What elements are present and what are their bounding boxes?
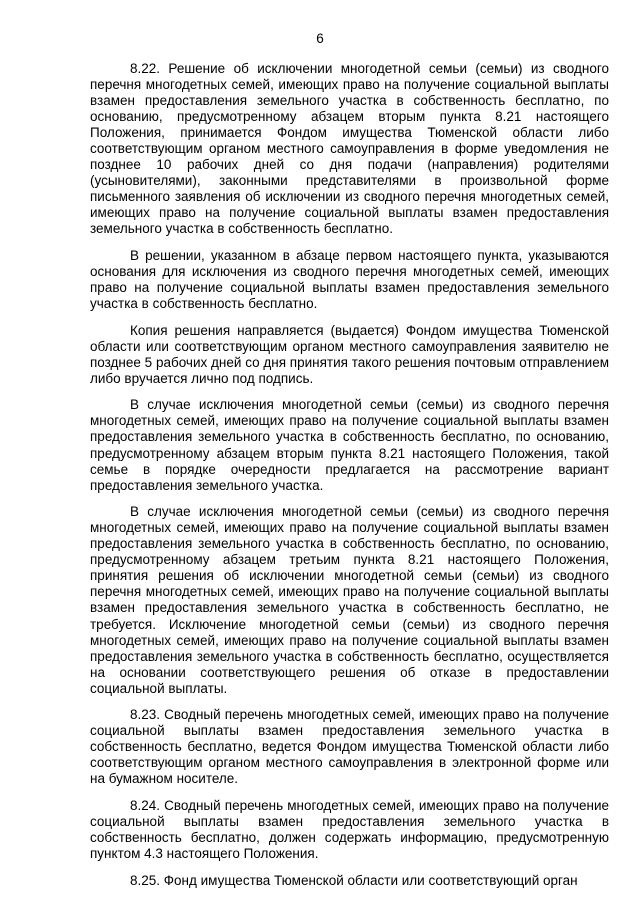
paragraph-decision-copy: Копия решения направляется (выдается) Фондом имущества Тюменской области или соответствующим органом местного самоуправления заявителю не позднее 5 рабочих дней со дня принятия такого решения почтовым отправлением либо вручается лично под подпись. (90, 322, 609, 386)
paragraph-8-25: 8.25. Фонд имущества Тюменской области или соответствующий орган (130, 872, 578, 888)
page-number: 6 (316, 31, 324, 46)
paragraph-8-24: 8.24. Сводный перечень многодетных семей, имеющих право на получение социальной выплаты взамен предоставления земельного участка в собственность бесплатно, должен содержать информацию, предусмотренную пунктом 4.3 настоящего Положения. (90, 797, 609, 862)
paragraph-8-22: 8.22. Решение об исключении многодетной семьи (семьи) из сводного перечня многодетных семей, имеющих право на получение социальной выплаты взамен предоставления земельного участка в собственность бесплатно, по основанию, предусмотренному абзацем вторым пункта 8.21 настоящего Положения, принимается Фондом имущества Тюменской области либо соответствующим органом местного самоуправления в форме уведомления не позднее 10 рабочих дней со дня подачи (направления) родителями (усыновителями), законными представителями в произвольной форме письменного заявления об исключении из сводного перечня многодетных семей, имеющих право на получение социальной выплаты взамен предоставления земельного участка в собственность бесплатно. (90, 61, 609, 237)
paragraph-exclusion-case-third: В случае исключения многодетной семьи (семьи) из сводного перечня многодетных семей, имеющих право на получение социальной выплаты взамен предоставления земельного участка в собственность бесплатно, по основанию, предусмотренному абзацем третьим пункта 8.21 настоящего Положения, принятия решения об исключении многодетной семьи (семьи) из сводного перечня многодетных семей, имеющих право на получение социальной выплаты взамен предоставления земельного участка в собственность бесплатно, не требуется. Исключение многодетной семьи (семьи) из сводного перечня многодетных семей, имеющих право на получение социальной выплаты взамен предоставления земельного участка в собственность бесплатно, осуществляется на основании соответствующего решения об отказе в предоставлении социальной выплаты. (90, 504, 609, 696)
paragraph-exclusion-case-second: В случае исключения многодетной семьи (семьи) из сводного перечня многодетных семей, имеющих право на получение социальной выплаты взамен предоставления земельного участка в собственность бесплатно, по основанию, предусмотренному абзацем вторым пункта 8.21 настоящего Положения, такой семье в порядке очередности предлагается на рассмотрение вариант предоставления земельного участка. (90, 397, 609, 493)
paragraph-decision-grounds: В решении, указанном в абзаце первом настоящего пункта, указываются основания для исключения из сводного перечня многодетных семей, имеющих право на получение социальной выплаты взамен предоставления земельного участка в собственность бесплатно. (90, 248, 609, 312)
document-body (90, 61, 609, 899)
paragraph-8-23: 8.23. Сводный перечень многодетных семей, имеющих право на получение социальной выплаты взамен предоставления земельного участка в собственность бесплатно, ведется Фондом имущества Тюменской области либо соответствующим органом местного самоуправления в электронной форме или на бумажном носителе. (90, 707, 609, 787)
